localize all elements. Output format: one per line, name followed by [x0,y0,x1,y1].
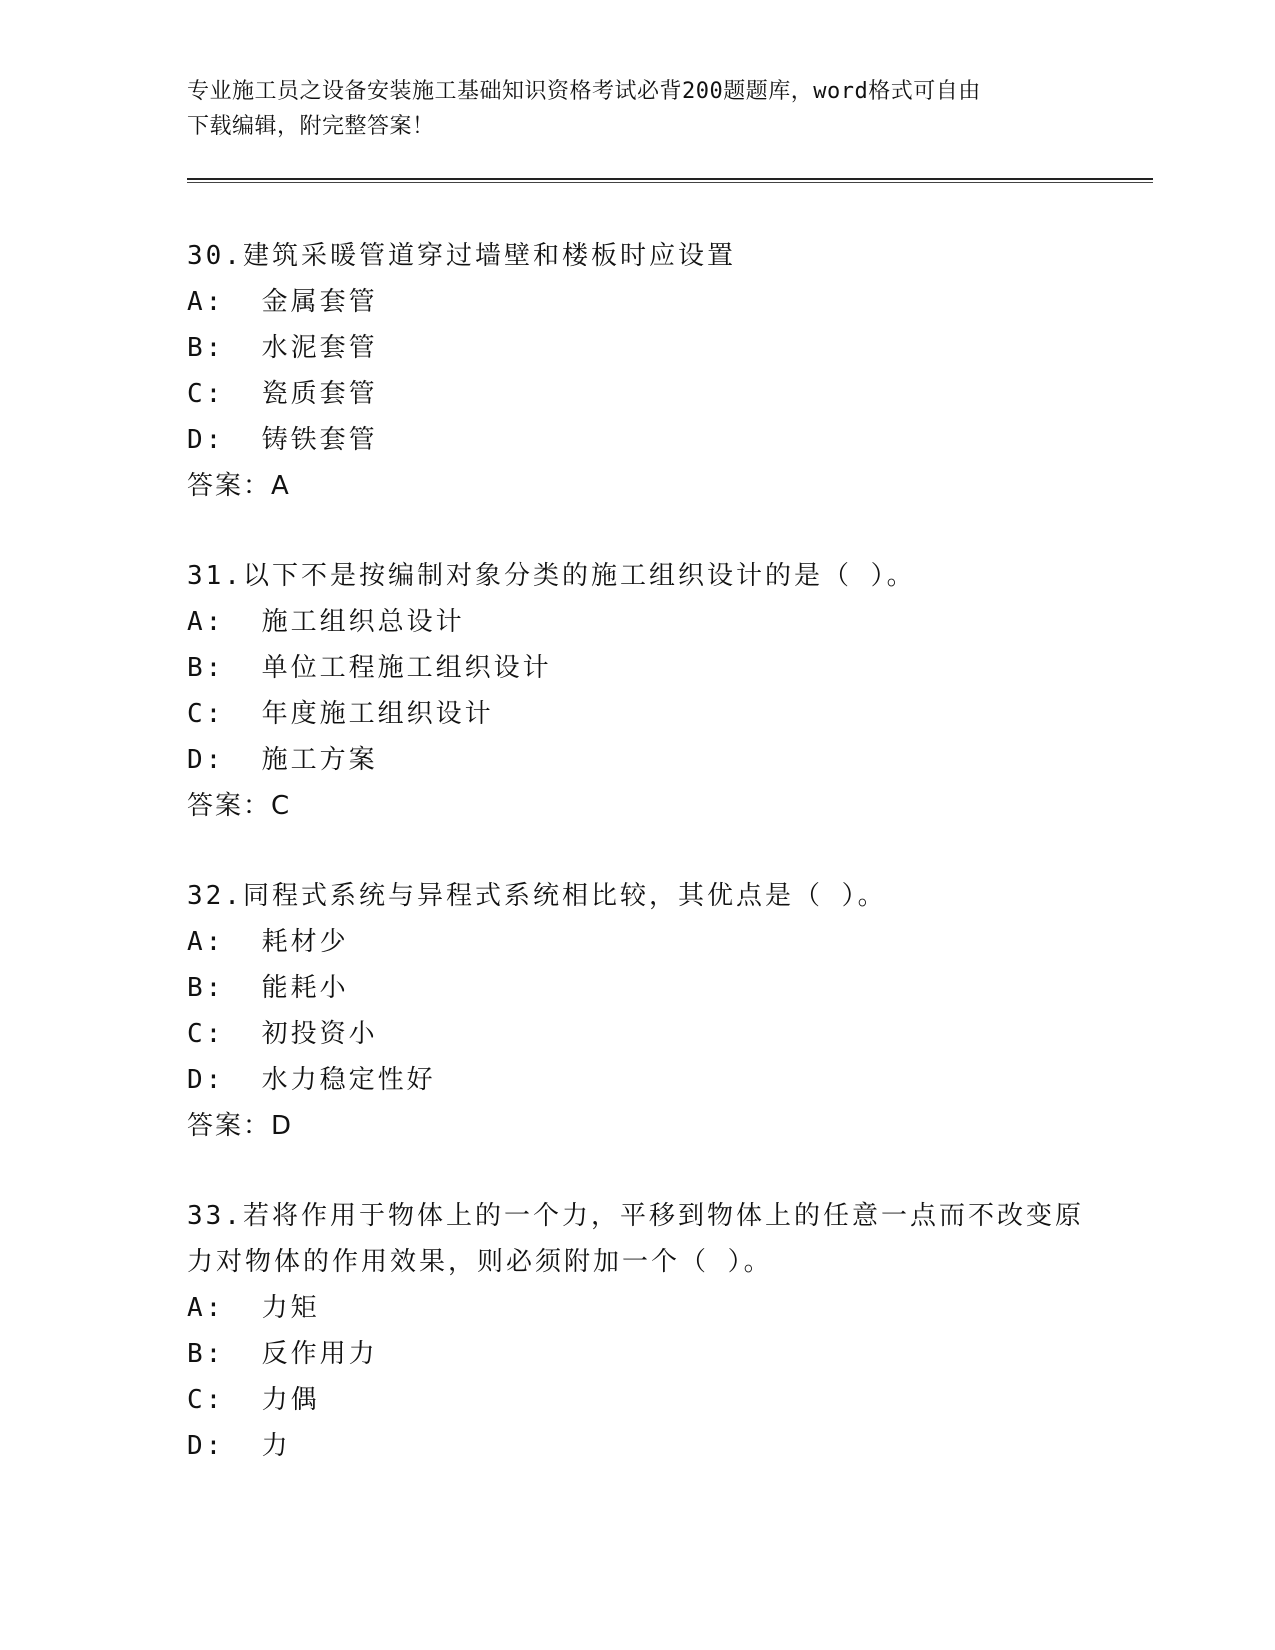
option-c: C: 年度施工组织设计 [187,699,494,729]
question-32 [187,873,1087,1149]
document-header [187,74,1087,144]
question-list [187,233,1087,1513]
answer-line: 答案：A [187,471,291,501]
option-d: D: 力 [187,1431,291,1461]
question-30 [187,233,1087,509]
option-b: B: 反作用力 [187,1339,378,1369]
option-d: D: 施工方案 [187,745,378,775]
option-b: B: 水泥套管 [187,333,378,363]
option-a: A: 耗材少 [187,927,349,957]
option-c: C: 力偶 [187,1385,320,1415]
question-stem: 33.若将作用于物体上的一个力，平移到物体上的任意一点而不改变原 [187,1201,1084,1231]
option-d: D: 铸铁套管 [187,425,378,455]
option-b: B: 单位工程施工组织设计 [187,653,552,683]
answer-line: 答案：D [187,1111,294,1141]
option-d: D: 水力稳定性好 [187,1065,436,1095]
question-stem: 30.建筑采暖管道穿过墙壁和楼板时应设置 [187,241,736,271]
header-divider-thick [187,178,1153,180]
option-a: A: 金属套管 [187,287,378,317]
option-c: C: 瓷质套管 [187,379,378,409]
header-divider-thin [187,182,1153,183]
answer-line: 答案：C [187,791,292,821]
option-c: C: 初投资小 [187,1019,378,1049]
header-line-2: 下载编辑，附完整答案！ [187,114,435,139]
question-stem-continued: 力对物体的作用效果，则必须附加一个（ ）。 [187,1247,773,1277]
question-stem: 31.以下不是按编制对象分类的施工组织设计的是（ ）。 [187,561,916,591]
question-33 [187,1193,1087,1469]
header-line-1: 专业施工员之设备安装施工基础知识资格考试必背200题题库，word格式可自由 [187,79,981,104]
question-stem: 32.同程式系统与异程式系统相比较，其优点是（ ）。 [187,881,887,911]
option-a: A: 力矩 [187,1293,320,1323]
option-b: B: 能耗小 [187,973,349,1003]
option-a: A: 施工组织总设计 [187,607,465,637]
question-31 [187,553,1087,829]
